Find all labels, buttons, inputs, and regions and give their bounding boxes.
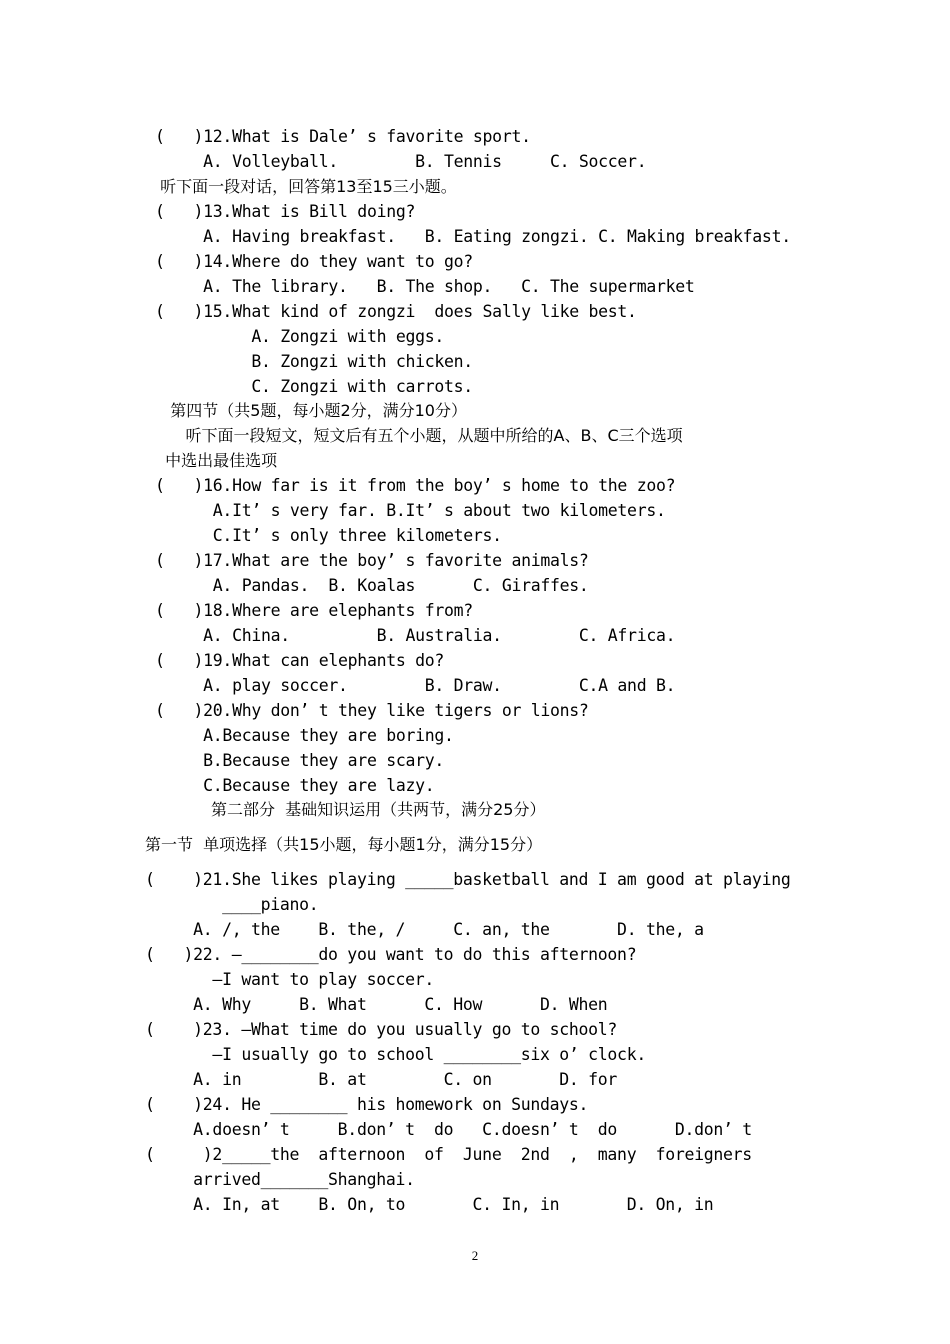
question-15-option-a: A. Zongzi with eggs. (155, 327, 445, 346)
question-14: ( )14.Where do they want to go? (155, 252, 473, 271)
question-18: ( )18.Where are elephants from? (155, 601, 473, 620)
instruction-13-15: 听下面一段对话，回答第13至15三小题。 (155, 177, 457, 196)
question-19-options: A. play soccer. B. Draw. C.A and B. (155, 676, 676, 695)
question-20-option-b: B.Because they are scary. (155, 751, 445, 770)
question-20: ( )20.Why don’ t they like tigers or lions? (155, 701, 589, 720)
question-20-option-c: C.Because they are lazy. (155, 776, 435, 795)
section-4-heading: 第四节（共5题，每小题2分，满分10分） (155, 401, 467, 420)
question-25-options: A. In, at B. On, to C. In, in D. On, in (145, 1195, 714, 1214)
question-22-reply: —I want to play soccer. (145, 970, 435, 989)
question-13-options: A. Having breakfast. B. Eating zongzi. C. Making breakfast. (155, 227, 791, 246)
question-13: ( )13.What is Bill doing? (155, 202, 416, 221)
question-21-cont: ____piano. (145, 895, 319, 914)
question-16-options-ab: A.It’ s very far. B.It’ s about two kilometers. (155, 501, 666, 520)
question-25: ( )2_____the afternoon of June 2nd , many foreigners (145, 1145, 752, 1164)
question-21: ( )21.She likes playing _____basketball and I am good at playing (145, 870, 791, 889)
question-20-option-a: A.Because they are boring. (155, 726, 454, 745)
question-22: ( )22. —________do you want to do this afternoon? (145, 945, 637, 964)
question-14-options: A. The library. B. The shop. C. The supermarket (155, 277, 695, 296)
section-1-heading: 第一节 单项选择（共15小题，每小题1分，满分15分） (145, 835, 543, 854)
question-15: ( )15.What kind of zongzi does Sally like best. (155, 302, 637, 321)
question-17-options: A. Pandas. B. Koalas C. Giraffes. (155, 576, 589, 595)
section-4-instruction-cont: 中选出最佳选项 (155, 451, 278, 470)
question-16-option-c: C.It’ s only three kilometers. (155, 526, 502, 545)
question-15-option-c: C. Zongzi with carrots. (155, 377, 473, 396)
question-22-options: A. Why B. What C. How D. When (145, 995, 608, 1014)
question-23-options: A. in B. at C. on D. for (145, 1070, 618, 1089)
question-12: ( )12.What is Dale’ s favorite sport. (155, 127, 531, 146)
question-19: ( )19.What can elephants do? (155, 651, 445, 670)
question-12-options: A. Volleyball. B. Tennis C. Soccer. (155, 152, 647, 171)
question-15-option-b: B. Zongzi with chicken. (155, 352, 473, 371)
question-17: ( )17.What are the boy’ s favorite animals? (155, 551, 589, 570)
question-23-reply: —I usually go to school ________six o’ clock. (145, 1045, 646, 1064)
part-2-heading: 第二部分 基础知识运用（共两节，满分25分） (155, 800, 546, 819)
page-number: 2 (471, 1248, 479, 1263)
question-18-options: A. China. B. Australia. C. Africa. (155, 626, 676, 645)
question-24-options: A.doesn’ t B.don’ t do C.doesn’ t do D.don’ t (145, 1120, 752, 1139)
question-25-cont: arrived_______Shanghai. (145, 1170, 415, 1189)
question-21-options: A. /, the B. the, / C. an, the D. the, a (145, 920, 704, 939)
question-24: ( )24. He ________ his homework on Sundays. (145, 1095, 589, 1114)
question-23: ( )23. —What time do you usually go to school? (145, 1020, 618, 1039)
question-16: ( )16.How far is it from the boy’ s home to the zoo? (155, 476, 676, 495)
section-4-instruction: 听下面一段短文，短文后有五个小题，从题中所给的A、B、C三个选项 (155, 426, 683, 445)
